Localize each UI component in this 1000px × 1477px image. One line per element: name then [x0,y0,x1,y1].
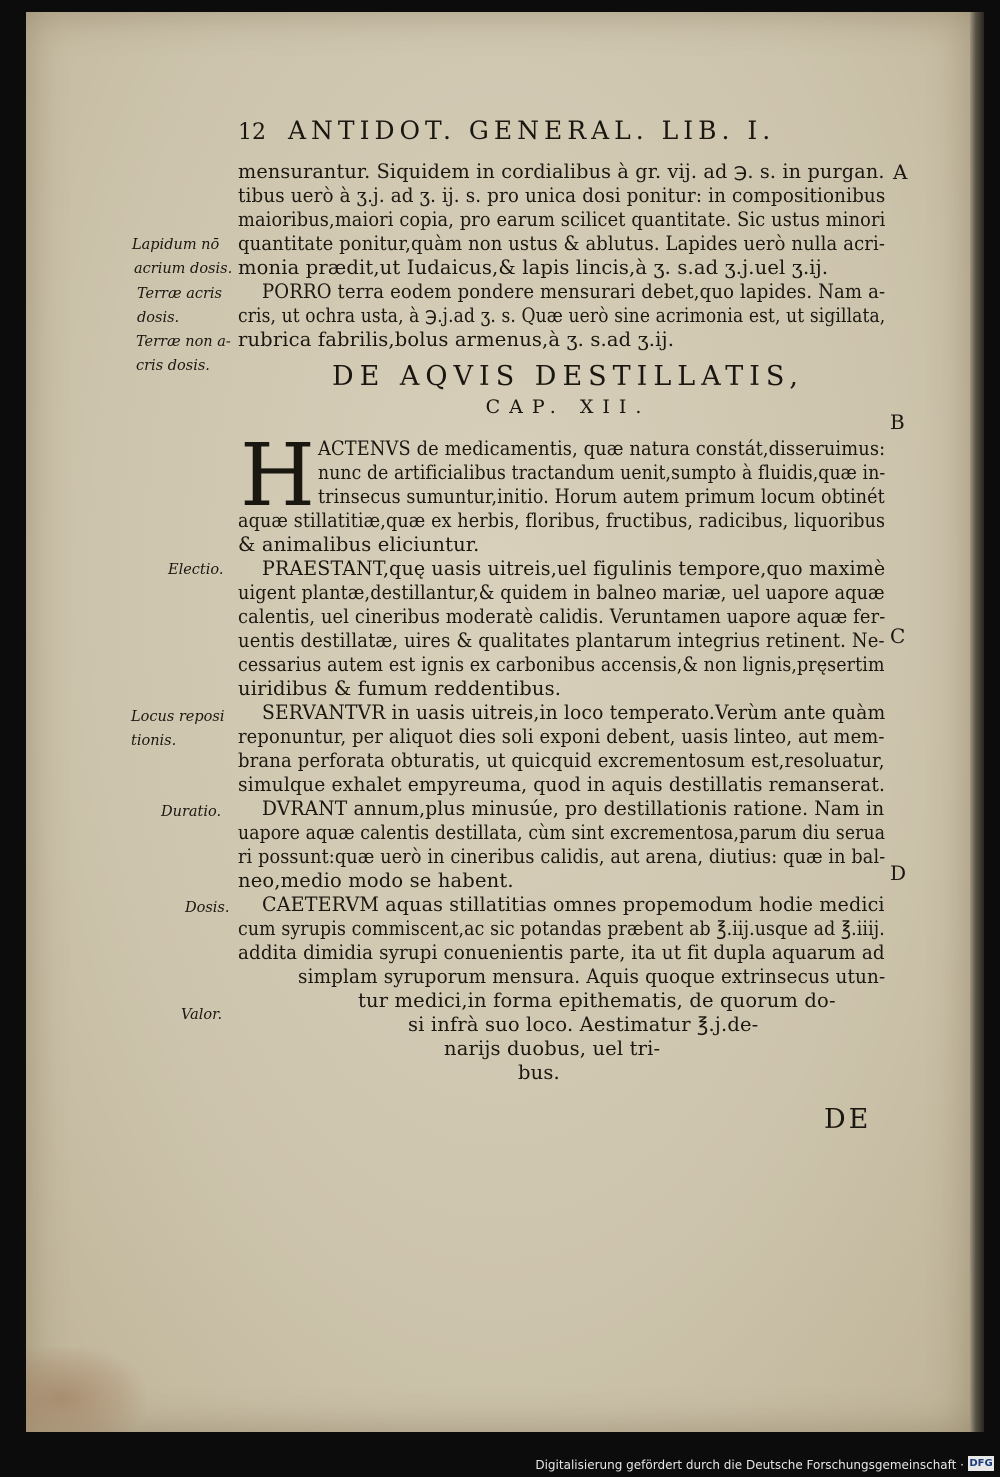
running-title: ANTIDOT. GENERAL. LIB. I. [288,116,776,145]
section-letter: A [893,160,908,184]
section-letter: B [890,410,905,434]
folio-number: 12 [238,120,266,145]
text-line: cris, ut ochra usta, à ℈.j.ad ʒ. s. Quæ uerò sine acrimonia est, ut sigillata, [238,304,886,327]
text-line: uentis destillatæ, uires & qualitates plantarum integrius retinent. Ne- [238,629,885,652]
text-line: addita dimidia syrupi conuenientis parte, ita ut fit dupla aquarum ad [238,941,885,964]
text-line: si infrà suo loco. Aestimatur ℥.j.de- [408,1013,759,1036]
text-line: aquæ stillatitiæ,quæ ex herbis, floribus, fructibus, radicibus, liquoribus [238,509,886,532]
text-line: mensurantur. Siquidem in cordialibus à gr. vij. ad ℈. s. in purgan. [238,160,885,183]
text-line: PORRO terra eodem pondere mensurari debet,quo lapides. Nam a- [262,280,886,303]
text-line: tibus uerò à ʒ.j. ad ʒ. ij. s. pro unica dosi ponitur: in compositionibus [238,184,886,207]
text-line: ACTENVS de medicamentis, quæ natura constát,disseruimus: [318,437,886,460]
text-line: narijs duobus, uel tri- [444,1037,661,1060]
text-line: PRAESTANT,quę uasis uitreis,uel figulinis tempore,quo maximè [262,557,886,580]
text-line: bus. [518,1061,560,1084]
text-line: trinsecus sumuntur,initio. Horum autem primum locum obtinét [318,485,885,508]
running-head [238,116,798,145]
page-stain [26,1347,146,1432]
page-edge [970,12,984,1432]
text-line: cessarius autem est ignis ex carbonibus accensis,& non lignis,pręsertim [238,653,885,676]
chapter-number: CAP. XII. [485,396,651,418]
text-line: uapore aquæ calentis destillata, cùm sint excrementosa,parum diu serua [238,821,886,844]
text-line: uiridibus & fumum reddentibus. [238,677,562,700]
drop-cap: H [240,426,315,526]
text-line: reponuntur, per aliquot dies soli exponi debent, uasis linteo, aut mem- [238,725,885,748]
margin-note: Duratio. [161,804,222,820]
text-line: calentis, uel cineribus moderatè calidis. Veruntamen uapore aquæ fer- [238,605,886,628]
margin-note: Terræ acris [137,286,223,302]
text-line: tur medici,in forma epithematis, de quorum do- [358,989,836,1012]
text-line: neo,medio modo se habent. [238,869,514,892]
margin-note: Terræ non a- [136,334,231,350]
text-line: CAETERVM aquas stillatitias omnes propemodum hodie medici [262,893,885,916]
margin-note: tionis. [131,733,177,749]
margin-note: Dosis. [185,900,230,916]
margin-note: Electio. [168,562,224,578]
text-line: cum syrupis commiscent,ac sic potandas præbent ab ℥.iij.usque ad ℥.iiij. [238,917,885,940]
section-letter: C [890,624,906,648]
text-line: nunc de artificialibus tractandum uenit,sumpto à fluidis,quæ in- [318,461,886,484]
margin-note: Valor. [181,1007,223,1023]
text-line: ri possunt:quæ uerò in cineribus calidis, aut arena, diutius: quæ in bal- [238,845,886,868]
margin-note: Lapidum nō [132,237,220,253]
text-line: DVRANT annum,plus minusúe, pro destillationis ratione. Nam in [262,797,885,820]
margin-note: acrium dosis. [134,261,233,277]
text-line: & animalibus eliciuntur. [238,533,480,556]
section-letter: D [890,861,907,885]
text-line: monia prædit,ut Iudaicus,& lapis lincis,à ʒ. s.ad ʒ.j.uel ʒ.ij. [238,256,829,279]
dfg-logo: DFG [969,1458,993,1469]
chapter-title: DE AQVIS DESTILLATIS, [331,361,805,392]
text-line: SERVANTVR in uasis uitreis,in loco temperato.Verùm ante quàm [262,701,886,724]
text-line: simplam syruporum mensura. Aquis quoque extrinsecus utun- [298,965,886,988]
text-line: quantitate ponitur,quàm non ustus & ablutus. Lapides uerò nulla acri- [238,232,886,255]
funding-note: Digitalisierung gefördert durch die Deutsche Forschungsgemeinschaft · [535,1458,964,1472]
margin-note: cris dosis. [136,358,210,374]
text-line: simulque exhalet empyreuma, quod in aquis destillatis remanserat. [238,773,886,796]
text-line: brana perforata obturatis, ut quicquid excrementosum est,resoluatur, [238,749,885,772]
text-line: rubrica fabrilis,bolus armenus,à ʒ. s.ad ʒ.ij. [238,328,675,351]
catchword: DE [824,1104,872,1135]
margin-note: Locus reposi [131,709,225,725]
margin-note: dosis. [137,310,180,326]
text-line: uigent plantæ,destillantur,& quidem in balneo mariæ, uel uapore aquæ [238,581,885,604]
text-line: maioribus,maiori copia, pro earum scilicet quantitate. Sic ustus minori [238,208,886,231]
